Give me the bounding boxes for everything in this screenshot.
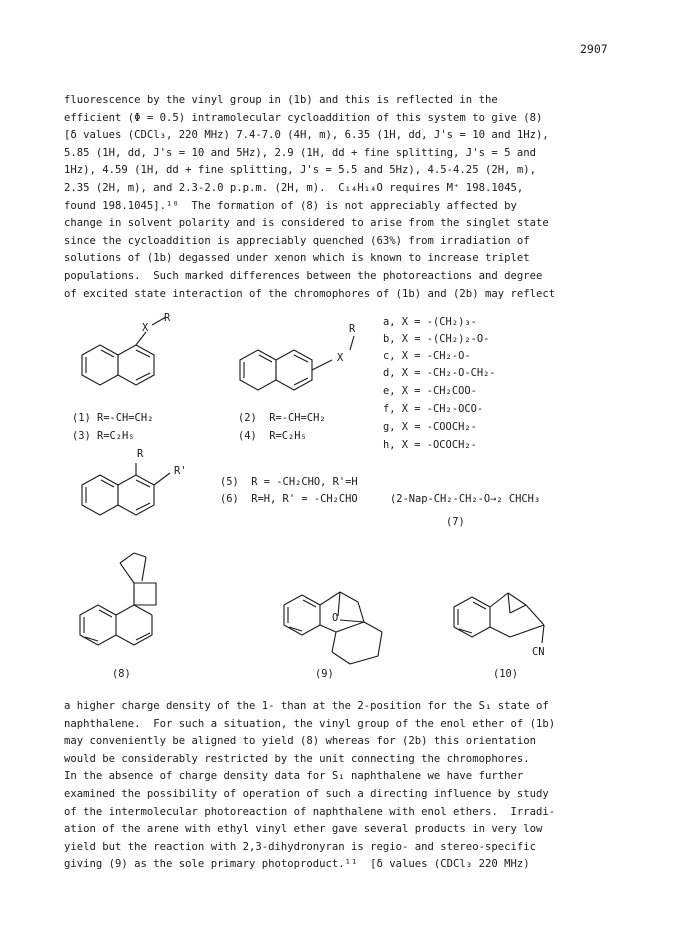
text-line: change in solvent polarity and is considered to arise from the singlet state (64, 217, 549, 230)
text-line: 2.35 (2H, m), and 2.3-2.0 p.p.m. (2H, m). C₁₄H₁₄O requires M⁺ 198.1045, (64, 181, 524, 194)
x-definition: c, X = -CH₂-O- (383, 350, 471, 362)
text-line: since the cycloaddition is appreciably quenched (63%) from irradiation of (64, 234, 530, 247)
label-x: X (142, 322, 149, 334)
label-r: R (349, 323, 356, 335)
text-line: naphthalene. For such a situation, the vinyl group of the enol ether of (1b) (64, 717, 556, 730)
structure-9 (278, 580, 398, 670)
text-line: ation of the arene with ethyl vinyl ether gave several products in very low (64, 823, 543, 836)
x-definition: d, X = -CH₂-O-CH₂- (383, 367, 496, 379)
text-line: may conveniently be aligned to yield (8) whereas for (2b) this orientation (64, 735, 536, 748)
formula-7: (2-Nap-CH₂-CH₂-O→₂ CHCH₃ (390, 493, 541, 505)
caption-1: (1) R=-CH=CH₂ (72, 412, 154, 424)
text-line: would be considerably restricted by the unit connecting the chromophores. (64, 752, 530, 765)
paragraph-top (64, 92, 624, 303)
caption-10: (10) (493, 668, 519, 680)
x-definition: b, X = -(CH₂)₂-O- (383, 333, 490, 345)
label-r: R (137, 448, 144, 460)
text-line: examined the possibility of operation of such a directing influence by study (64, 787, 549, 800)
text-line: In the absence of charge density data for S₁ naphthalene we have further (64, 770, 524, 783)
caption-4: (4) R=C₂H₅ (238, 430, 307, 442)
text-line: of the intermolecular photoreaction of naphthalene with enol ethers. Irradi- (64, 805, 556, 818)
text-line: of excited state interaction of the chromophores of (1b) and (2b) may reflect (64, 287, 556, 300)
caption-5: (5) R = -CH₂CHO, R'=H (220, 476, 358, 488)
label-cn: CN (532, 646, 545, 658)
x-definition: h, X = -OCOCH₂- (383, 439, 477, 451)
caption-3: (3) R=C₂H₅ (72, 430, 135, 442)
text-line: 5.85 (1H, dd, J's = 10 and 5Hz), 2.9 (1H, dd + fine splitting, J's = 5 and (64, 146, 536, 159)
text-line: a higher charge density of the 1- than at the 2-position for the S₁ state of (64, 700, 549, 712)
paragraph-bottom (64, 698, 624, 874)
text-line: efficient (Φ = 0.5) intramolecular cycloaddition of this system to give (8) (64, 111, 543, 124)
page-number: 2907 (580, 42, 608, 56)
structure-10 (448, 585, 558, 655)
text-line: giving (9) as the sole primary photoproduct.¹¹ [δ values (CDCl₃ 220 MHz) (64, 858, 530, 871)
caption-2: (2) R=-CH=CH₂ (238, 412, 326, 424)
text-line: [δ values (CDCl₃, 220 MHz) 7.4-7.0 (4H, m), 6.35 (1H, dd, J's = 10 and 1Hz), (64, 129, 549, 142)
x-definition: g, X = -COOCH₂- (383, 421, 477, 433)
text-line: found 198.1045].¹⁰ The formation of (8) is not appreciably affected by (64, 199, 517, 212)
text-line: populations. Such marked differences between the photoreactions and degree (64, 269, 543, 282)
text-line: fluorescence by the vinyl group in (1b) and this is reflected in the (64, 94, 498, 106)
label-oxygen: O (332, 612, 339, 624)
text-line: 1Hz), 4.59 (1H, dd + fine splitting, J's = 5.5 and 5Hz), 4.5-4.25 (2H, m), (64, 164, 536, 177)
caption-7: (7) (446, 516, 465, 528)
structure-2-naphthalene (228, 320, 368, 400)
x-definition: e, X = -CH₂COO- (383, 385, 477, 397)
caption-9: (9) (315, 668, 334, 680)
caption-6: (6) R=H, R' = -CH₂CHO (220, 493, 358, 505)
text-line: yield but the reaction with 2,3-dihydronyran is regio- and stereo-specific (64, 840, 536, 853)
label-x: X (337, 352, 344, 364)
text-line: solutions of (1b) degassed under xenon which is known to increase triplet (64, 252, 530, 265)
x-definition: f, X = -CH₂-OCO- (383, 403, 484, 415)
label-r: R (164, 312, 171, 324)
structure-8 (70, 545, 190, 655)
x-definition: a, X = -(CH₂)₃- (383, 316, 477, 328)
caption-8: (8) (112, 668, 131, 680)
label-r-prime: R' (174, 465, 187, 477)
